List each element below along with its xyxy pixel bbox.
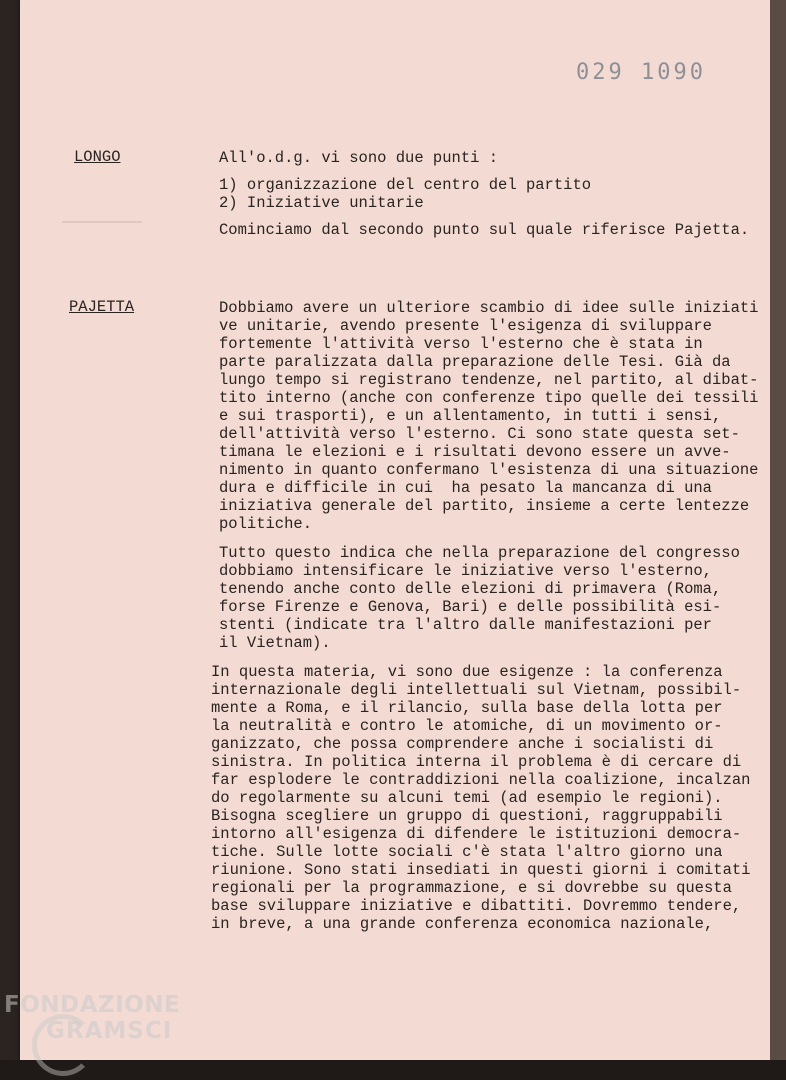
- text-line: iniziativa generale del partito, insieme a certe lentezze: [219, 497, 750, 515]
- text-line: dobbiamo intensificare le iniziative verso l'esterno,: [219, 562, 712, 580]
- text-line: riunione. Sono stati insediati in questi giorni i comitati: [211, 861, 751, 879]
- text-line: fortemente l'attività verso l'esterno che è stata in: [219, 335, 703, 353]
- text-line: politiche.: [219, 515, 313, 533]
- text-line: far esplodere le contraddizioni nella coalizione, incalzan: [211, 771, 751, 789]
- show-through: [62, 190, 142, 230]
- text-line: tenendo anche conto delle elezioni di primavera (Roma,: [219, 580, 722, 598]
- text-line: il Vietnam).: [219, 634, 331, 652]
- text-line: tiche. Sulle lotte sociali c'è stata l'altro giorno una: [211, 843, 723, 861]
- text-line: ve unitarie, avendo presente l'esigenza di sviluppare: [219, 317, 712, 335]
- text-line: 2) Iniziative unitarie: [219, 194, 424, 212]
- speaker-longo: LONGO: [74, 148, 121, 166]
- text-line: ganizzato, che possa comprendere anche i socialisti di: [211, 735, 714, 753]
- archive-number: 029 1090: [576, 60, 706, 85]
- text-line: intorno all'esigenza di difendere le istituzioni democra-: [211, 825, 742, 843]
- text-line: In questa materia, vi sono due esigenze : la conferenza: [211, 663, 723, 681]
- fondazione-gramsci-watermark: [4, 992, 204, 1044]
- text-line: Tutto questo indica che nella preparazione del congresso: [219, 544, 740, 562]
- text-line: nimento in quanto confermano l'esistenza di una situazione: [219, 461, 759, 479]
- watermark-logo-icon: [32, 1014, 94, 1076]
- text-line: All'o.d.g. vi sono due punti :: [219, 149, 499, 167]
- text-line: parte paralizzata dalla preparazione delle Tesi. Già da: [219, 353, 731, 371]
- text-line: Bisogna scegliere un gruppo di questioni, raggruppabili: [211, 807, 723, 825]
- text-line: regionali per la programmazione, e si dovrebbe su questa: [211, 879, 732, 897]
- text-line: stenti (indicate tra l'altro dalle manifestazioni per: [219, 616, 712, 634]
- text-line: e sui trasporti), e un allentamento, in tutti i sensi,: [219, 407, 722, 425]
- text-line: la neutralità e contro le atomiche, di un movimento or-: [211, 717, 723, 735]
- page-edge: [770, 0, 786, 1060]
- text-line: Dobbiamo avere un ulteriore scambio di idee sulle iniziati: [219, 299, 759, 317]
- watermark-line1: FONDAZIONE: [4, 992, 181, 1018]
- text-line: mente a Roma, e il rilancio, sulla base della lotta per: [211, 699, 723, 717]
- watermark-line2: GRAMSCI: [46, 1018, 173, 1044]
- text-line: dell'attività verso l'esterno. Ci sono state questa set-: [219, 425, 740, 443]
- text-line: internazionale degli intellettuali sul Vietnam, possibil-: [211, 681, 742, 699]
- text-line: do regolarmente su alcuni temi (ad esempio le regioni).: [211, 789, 723, 807]
- text-line: in breve, a una grande conferenza economica nazionale,: [211, 915, 714, 933]
- text-line: dura e difficile in cui ha pesato la mancanza di una: [219, 479, 712, 497]
- text-line: tito interno (anche con conferenze tipo quelle dei tessili: [219, 389, 759, 407]
- text-line: lungo tempo si registrano tendenze, nel partito, al dibat-: [219, 371, 759, 389]
- speaker-pajetta: PAJETTA: [69, 298, 135, 316]
- text-line: Cominciamo dal secondo punto sul quale riferisce Pajetta.: [219, 221, 750, 239]
- text-line: base sviluppare iniziative e dibattiti. Dovremmo tendere,: [211, 897, 742, 915]
- scan-border: [0, 1060, 786, 1080]
- text-line: 1) organizzazione del centro del partito: [219, 176, 592, 194]
- text-line: timana le elezioni e i risultati devono essere un avve-: [219, 443, 731, 461]
- text-line: sinistra. In politica interna il problema è di cercare di: [211, 753, 742, 771]
- text-line: forse Firenze e Genova, Bari) e delle possibilità esi-: [219, 598, 722, 616]
